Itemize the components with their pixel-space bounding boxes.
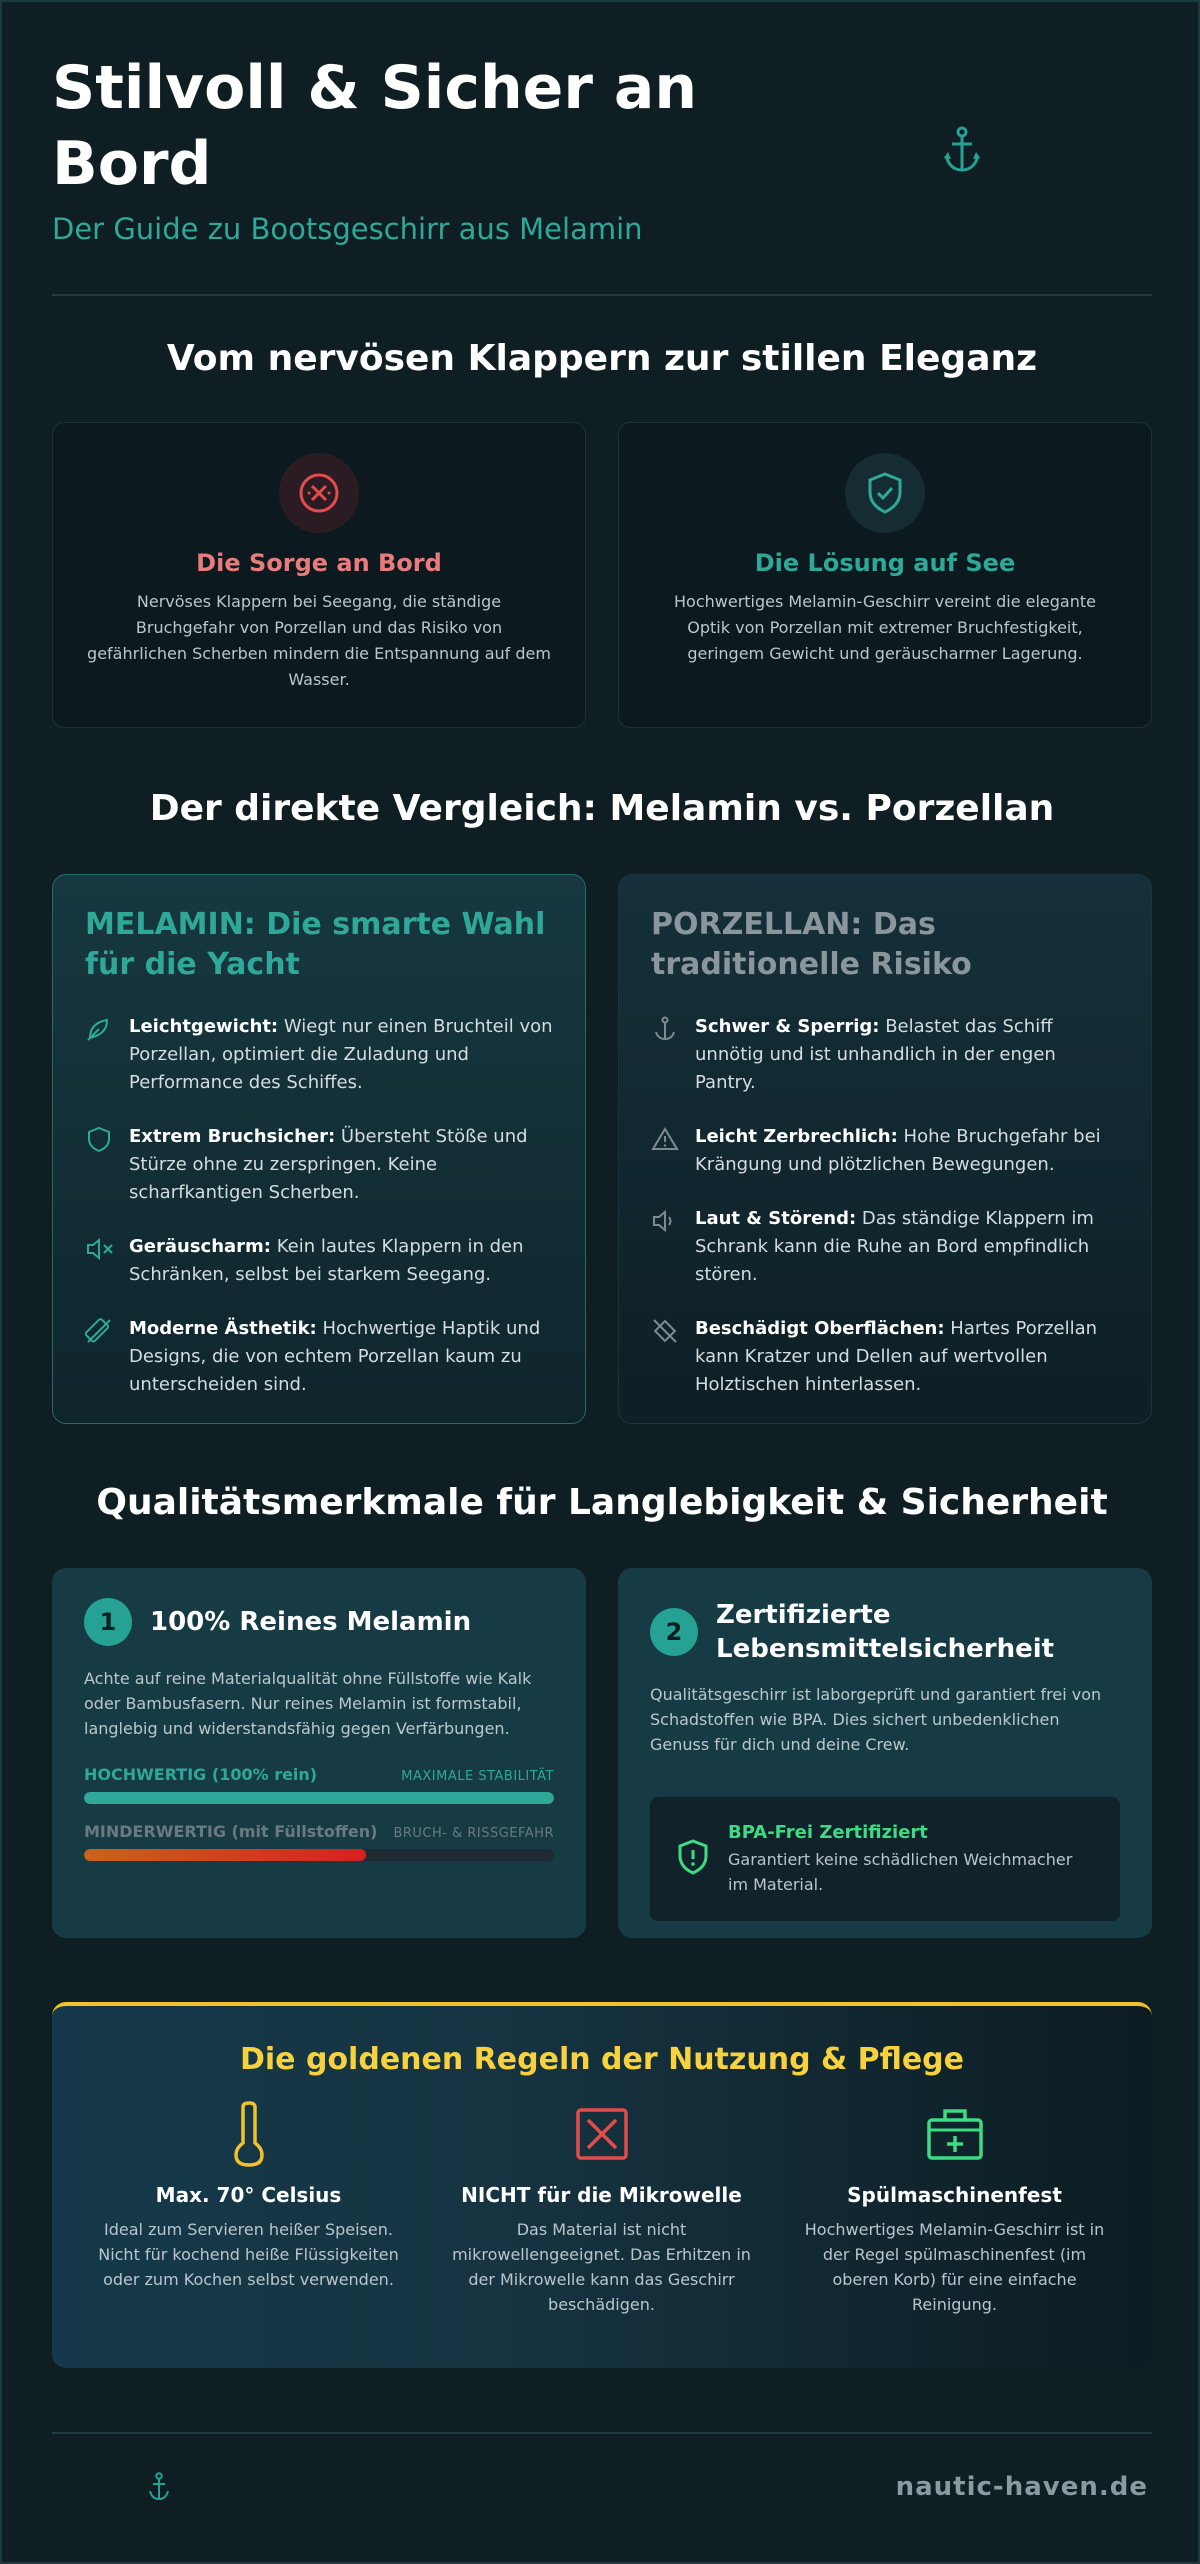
- quality-card-2: [618, 1568, 1152, 1938]
- volume-mute-icon: [85, 1233, 129, 1289]
- rule-title: NICHT für die Mikrowelle: [461, 2183, 742, 2207]
- x-circle-icon: [279, 453, 359, 533]
- volume-icon: [651, 1205, 695, 1289]
- shield-icon: [85, 1123, 129, 1207]
- problem-title: Die Sorge an Bord: [196, 549, 442, 577]
- rules-panel: [52, 2002, 1152, 2368]
- rule-title: Spülmaschinenfest: [847, 2183, 1062, 2207]
- list-item: [651, 1315, 1119, 1399]
- progress-track: [84, 1792, 554, 1804]
- quality-bar-low: [84, 1822, 554, 1861]
- quality-card-title: 100% Reines Melamin: [150, 1607, 472, 1637]
- progress-fill: [84, 1792, 554, 1804]
- quality-card-1: [52, 1568, 586, 1938]
- feather-icon: [85, 1013, 129, 1097]
- bar-caption: MAXIMALE STABILITÄT: [401, 1769, 554, 1784]
- item-text: Das ständige Klappern im Schrank kann die Ruhe an Bord empfindlich stören.: [695, 1208, 1094, 1285]
- section-title-comparison: Der direkte Vergleich: Melamin vs. Porzellan: [149, 788, 1055, 829]
- bar-caption: BRUCH- & RISSGEFAHR: [393, 1826, 554, 1841]
- section-title-problem-solution: Vom nervösen Klappern zur stillen Eleganz: [166, 338, 1038, 379]
- porzellan-card: [618, 874, 1152, 1424]
- solution-text: Hochwertiges Melamin-Geschirr vereint die elegante Optik von Porzellan mit extremer Bruchfestigkeit, geringem Gewicht und geräuscharmer Lagerung.: [674, 592, 1096, 663]
- item-bold: Geräuscharm:: [129, 1236, 271, 1257]
- rule-text: Hochwertiges Melamin-Geschirr ist in der Regel spülmaschinenfest (im oberen Korb) für eine einfache Reinigung.: [804, 2220, 1105, 2314]
- shield-alert-icon: [676, 1838, 728, 1880]
- porzellan-title: PORZELLAN: Das traditionelle Risiko: [651, 907, 972, 982]
- list-item: [651, 1205, 1119, 1289]
- thermometer-icon: [88, 2099, 409, 2169]
- rules-title: Die goldenen Regeln der Nutzung & Pflege: [240, 2042, 964, 2077]
- step-number: 1: [84, 1598, 132, 1646]
- step-number: 2: [650, 1608, 698, 1656]
- list-item: [85, 1315, 553, 1399]
- list-item: [651, 1013, 1119, 1097]
- problem-card: [52, 422, 586, 728]
- dishwasher-box-icon: [794, 2099, 1115, 2169]
- list-item: [85, 1233, 553, 1289]
- anchor-icon: [651, 1013, 695, 1097]
- porzellan-list: [651, 1013, 1119, 1399]
- section-title-quality: Qualitätsmerkmale für Langlebigkeit & Sicherheit: [96, 1482, 1108, 1523]
- footer-domain-link[interactable]: nautic-haven.de: [895, 2472, 1148, 2502]
- item-text: Hohe Bruchgefahr bei Krängung und plötzlichen Bewegungen.: [695, 1126, 1101, 1175]
- list-item: [85, 1013, 553, 1097]
- item-bold: Leichtgewicht:: [129, 1016, 279, 1037]
- rule-item: [425, 2099, 778, 2317]
- quality-card-text: Achte auf reine Materialqualität ohne Füllstoffe wie Kalk oder Bambusfasern. Nur reines Melamin ist formstabil, langlebig und widerstandsfähig gegen Verfärbungen.: [84, 1669, 532, 1738]
- rule-item: [72, 2099, 425, 2317]
- cert-text: Garantiert keine schädlichen Weichmacher im Material.: [728, 1849, 1073, 1894]
- rule-item: [778, 2099, 1131, 2317]
- divider: [52, 294, 1152, 296]
- item-text: Belastet das Schiff unnötig und ist unhandlich in der engen Pantry.: [695, 1016, 1056, 1093]
- item-bold: Beschädigt Oberflächen:: [695, 1318, 945, 1339]
- progress-track: [84, 1849, 554, 1861]
- no-microwave-icon: [441, 2099, 762, 2169]
- item-bold: Moderne Ästhetik:: [129, 1318, 317, 1339]
- solution-title: Die Lösung auf See: [754, 549, 1016, 577]
- page-title: Stilvoll & Sicher an Bord: [52, 53, 698, 199]
- quality-card-title: Zertifizierte Lebensmittelsicherheit: [716, 1600, 1055, 1664]
- bar-label: HOCHWERTIG (100% rein): [84, 1765, 318, 1784]
- warning-icon: [651, 1123, 695, 1179]
- shield-check-icon: [845, 453, 925, 533]
- melamin-list: [85, 1013, 553, 1399]
- quality-card-text: Qualitätsgeschirr ist laborgeprüft und garantiert frei von Schadstoffen wie BPA. Dies sichert unbedenklichen Genuss für dich und deine Crew.: [650, 1685, 1102, 1754]
- broken-surface-icon: [651, 1315, 695, 1399]
- rule-text: Das Material ist nicht mikrowellengeeignet. Das Erhitzen in der Mikrowelle kann das Geschirr beschädigen.: [452, 2220, 751, 2314]
- cert-title: BPA-Frei Zertifiziert: [728, 1821, 928, 1843]
- rule-title: Max. 70° Celsius: [155, 2183, 342, 2207]
- list-item: [651, 1123, 1119, 1179]
- header: [52, 50, 1152, 250]
- solution-card: [618, 422, 1152, 728]
- anchor-icon: [147, 2472, 171, 2506]
- problem-text: Nervöses Klappern bei Seegang, die ständige Bruchgefahr von Porzellan und das Risiko von gefährlichen Scherben mindern die Entspannung auf dem Wasser.: [87, 592, 551, 689]
- item-text: Hochwertige Haptik und Designs, die von echtem Porzellan kaum zu unterscheiden sind.: [129, 1318, 541, 1395]
- item-bold: Leicht Zerbrechlich:: [695, 1126, 898, 1147]
- item-text: Übersteht Stöße und Stürze ohne zu zerspringen. Keine scharfkantigen Scherben.: [129, 1126, 528, 1203]
- item-text: Kein lautes Klappern in den Schränken, selbst bei starkem Seegang.: [129, 1236, 524, 1285]
- item-text: Wiegt nur einen Bruchteil von Porzellan, optimiert die Zuladung und Performance des Schiffes.: [129, 1016, 553, 1093]
- item-text: Hartes Porzellan kann Kratzer und Dellen auf wertvollen Holztischen hinterlassen.: [695, 1318, 1098, 1395]
- brand-logo: [792, 120, 1132, 180]
- design-ruler-icon: [85, 1315, 129, 1399]
- list-item: [85, 1123, 553, 1207]
- divider: [52, 2432, 1152, 2434]
- quality-bar-high: [84, 1765, 554, 1804]
- progress-fill: [84, 1849, 366, 1861]
- melamin-title: MELAMIN: Die smarte Wahl für die Yacht: [85, 907, 546, 982]
- page-subtitle: Der Guide zu Bootsgeschirr aus Melamin: [52, 212, 643, 246]
- rule-text: Ideal zum Servieren heißer Speisen. Nicht für kochend heiße Flüssigkeiten oder zum Kochen selbst verwenden.: [98, 2220, 399, 2289]
- item-bold: Extrem Bruchsicher:: [129, 1126, 336, 1147]
- melamin-card: [52, 874, 586, 1424]
- certification-box: [650, 1797, 1120, 1921]
- anchor-icon: [942, 126, 982, 174]
- item-bold: Laut & Störend:: [695, 1208, 857, 1229]
- item-bold: Schwer & Sperrig:: [695, 1016, 880, 1037]
- bar-label: MINDERWERTIG (mit Füllstoffen): [84, 1822, 378, 1841]
